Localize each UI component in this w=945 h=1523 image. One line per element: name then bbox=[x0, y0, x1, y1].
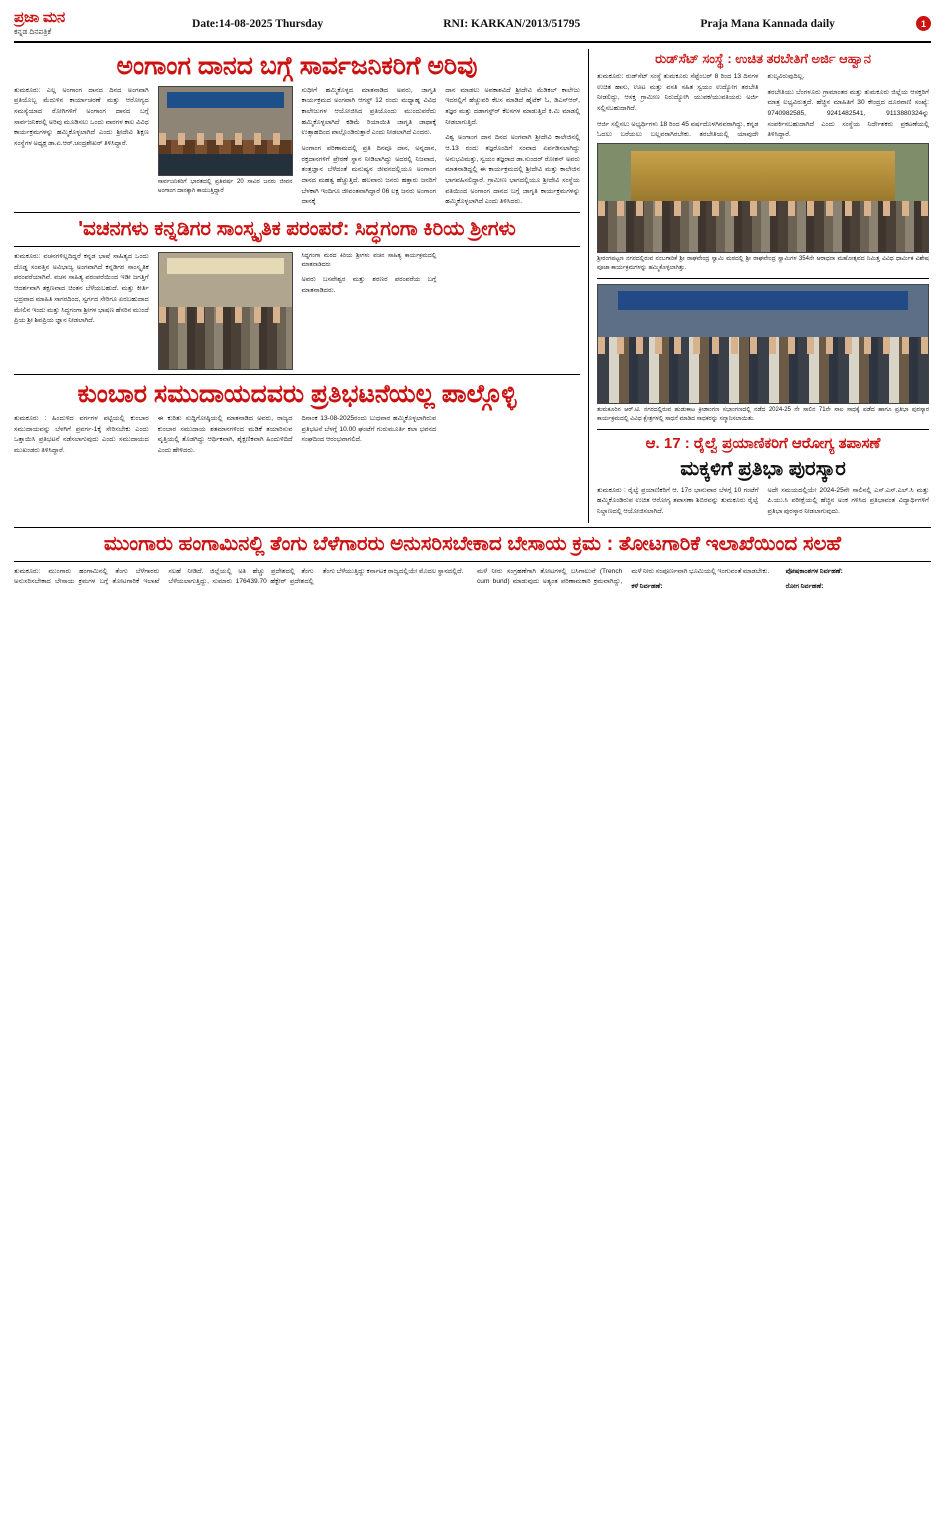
logo-subtitle: ಕನ್ನಡ ದಿನಪತ್ರಿಕೆ bbox=[14, 27, 52, 36]
paragraph: ತುಮಕೂರು: ಎಲ್ಲ ಅಂಗಾಂಗ ದಾನದ ದಿನದ ಅಂಗವಾಗಿ ಪ್ರತಿಯೊಬ್ಬ ಮೆದುಳಿನ ಕಾರ್ಯಾಚರಣೆ ಮತ್ತು ಆರೋಗ್ಯದ ಸಮಸ್ಯೆಯಾದ ರೋಗಿಗಳಿಗೆ ಅಂಗಾಂಗ ದಾನದ ಬಗ್ಗೆ ಸಾರ್ವಜನಿಕರಲ್ಲಿ ಅರಿವು ಮೂಡಿಸಲು ಒಂದು ವಾರಗಳ ಕಾಲ ವಿವಿಧ ಕಾರ್ಯಕ್ರಮಗಳನ್ನು ಹಮ್ಮಿಕೊಳ್ಳಲಾಗಿದೆ ಎಂದು ಶ್ರೀದೇವಿ ಶಿಕ್ಷಣ ಸಂಸ್ಥೆಗಳ ಅಧ್ಯಕ್ಷ ಡಾ.ಏ.ಆರ್.ಚಂದ್ರಶೇಖರ್ ತಿಳಿಸಿದ್ದಾರೆ. bbox=[14, 86, 149, 148]
article-kumbara bbox=[14, 380, 580, 456]
divider bbox=[14, 561, 931, 562]
masthead bbox=[14, 10, 931, 43]
masthead-right bbox=[895, 16, 931, 31]
article-columns bbox=[14, 414, 580, 457]
divider bbox=[14, 212, 580, 213]
divider bbox=[14, 374, 580, 375]
article-photo bbox=[597, 284, 929, 404]
divider bbox=[14, 527, 931, 528]
divider bbox=[14, 246, 580, 247]
photo-caption: ಶ್ರೀರಂಗಪಟ್ಟಣ ನಗರದಲ್ಲಿರುವ ನಂಬಗಾರಿಕೆ ಶ್ರೀ ರಾಘವೇಂದ್ರ ಸ್ವಾಮಿ ಮಠದಲ್ಲಿ ಶ್ರೀ ರಾಘವೇಂದ್ರ ಸ್ವಾಮಿಗಳ 354ನೇ ಆರಾಧನಾ ಮಹೋತ್ಸವದ ನಿಮಿತ್ತ ವಿವಿಧ ಧಾರ್ಮಿಕ ವಿಶೇಷ ಪೂಜಾ ಕಾರ್ಯಕ್ರಮಗಳನ್ನು ಹಮ್ಮಿಕೊಳ್ಳಲಾಗಿತ್ತು. bbox=[597, 256, 929, 272]
subheading: ಕಳೆ ನಿರ್ವಹಣೆ: bbox=[631, 583, 663, 591]
paragraph: ದಾನ ಮಾಡಲು ಅವಕಾಶವಿದೆ ಶ್ರೀದೇವಿ ಮೆಡಿಕಲ್ ಕಾಲೇಜು ಇದರಲ್ಲಿಗೆ ಹೆಚ್ಚುವರಿ ಕೆಲಸ ಮಾಡಿದೆ ಹೈಟೆಕ್ ಓ, ಡಿಎಸ್‌ಆರ್, ತಜ್ಞರ ಮತ್ತು ದಡಾಗಸ್ಟ್‌ರ್ ಕೆಲಸಗಳ ಮಾಡುತ್ತಿದೆ ಕಿ.ಮಿ ಮಾಡಲ್ಲಿ ನೀಡಲಾಗುತ್ತಿದೆ. bbox=[445, 86, 580, 126]
logo bbox=[14, 10, 132, 37]
article-photo bbox=[158, 86, 293, 176]
publication-name: Praja Mana Kannada daily bbox=[700, 17, 835, 30]
article-photo bbox=[597, 143, 929, 253]
right-section bbox=[588, 49, 929, 523]
photo-caption: ಸಾರ್ವಜನಿಕರಿಗೆ ಭಾರತದಲ್ಲಿ ಪ್ರತಿವರ್ಷ 20 ಸಾವಿರ ಜನರು ಜೀವನ ಅಂಗಾಂಗ ದಾನಕ್ಕಾಗಿ ಕಾಯುತ್ತಿದ್ದಾರೆ bbox=[157, 178, 293, 194]
rni-number: RNI: KARKAN/2013/51795 bbox=[443, 17, 581, 30]
paragraph: ಅದೇ ಸಮಯದಲ್ಲಿಯೇ 2024-25ನೇ ಸಾಲಿನಲ್ಲಿ ಎಸ್.ಎಸ್.ಎಲ್.ಸಿ ಮತ್ತು ಪಿ.ಯು.ಸಿ ಪರೀಕ್ಷೆಯಲ್ಲಿ ಹೆಚ್ಚಿನ ಅಂಕ ಗಳಿಸಿದ ಪ್ರತಿಭಾವಂತ ವಿದ್ಯಾರ್ಥಿಗಳಿಗೆ ಪ್ರತಿಭಾ ಪುರಸ್ಕಾರ ನೀಡಲಾಗುವುದು. bbox=[767, 486, 929, 516]
article-columns bbox=[14, 567, 931, 593]
article-columns bbox=[14, 252, 580, 370]
article-kicker: ಆ. 17 : ರೈಲ್ವೆ ಪ್ರಯಾಣಿಕರಿಗೆ ಆರೋಗ್ಯ ತಪಾಸಣೆ bbox=[645, 435, 881, 453]
paragraph: ಅಂಗಾಂಗ ಪರಿಣಾಮದಲ್ಲಿ ಪ್ರತಿ ದಿನವೂ ದಾನ, ಅನ್ನದಾನ, ರಕ್ತದಾನಗಳಿಗೆ ಪ್ರೇರಣೆ ಸ್ಥಾನ ನೀಡಿಲಾಗಿದ್ದು ಅದರಲ್ಲಿ ನಿಜವಾದ, ತಂತ್ರಜ್ಞಾನ ಬೆಳೆದಂತೆ ಮನುಷ್ಯನ ಜೀವನದಲ್ಲಿಯೂ ಅಂಗಾಂಗ ದಾನದ ಮಹತ್ವ ಹೆಚ್ಚುತ್ತಿದೆ. ಹಲವಾರು ಜನರು ಹತ್ತಾರು ಜನರಿಗೆ ಬೆಳಕಾಗಿ ಇಂದಿಗೂ ಜೀವಂತವಾಗಿದ್ದಾರೆ 06 ಲಕ್ಷ ಜನರು ಅಂಗಾಂಗ ದಾನಕ್ಕೆ bbox=[301, 145, 437, 206]
divider bbox=[597, 278, 929, 279]
page-number-badge: 1 bbox=[916, 16, 931, 31]
paragraph: ತರಬೇತಿಯು ಬೆಂಗಳೂರು ಗ್ರಾಮಾಂತರ ಮತ್ತು ತುಮಕೂರು ಜಿಲ್ಲೆಯ ಆಸಕ್ತರಿಗೆ ಮಾತ್ರ ಲಭ್ಯವಿರುತ್ತದೆ. ಹೆಚ್ಚಿನ ಮಾಹಿತಿಗೆ 30 ಕೇಂದ್ರದ ದೂರವಾಣಿ ಸಂಖ್ಯೆ: 9740982585, 9241482541, 9113880324ನ್ನು ಸಂಪರ್ಕಿಸಬಹುದಾಗಿದೆ ಎಂದು ಸಂಸ್ಥೆಯ ನಿರ್ದೇಶಕರು ಪ್ರಕಟಣೆಯಲ್ಲಿ ತಿಳಿಸಿದ್ದಾರೆ. bbox=[767, 88, 929, 139]
subheading: ರೋಗ ನಿರ್ವಹಣೆ: bbox=[785, 583, 824, 591]
article-columns bbox=[597, 486, 929, 523]
article-headline: ಮಕ್ಕಳಿಗೆ ಪ್ರತಿಭಾ ಪುರಸ್ಕಾರ bbox=[680, 457, 846, 480]
divider bbox=[597, 429, 929, 430]
article-headline: 'ವಚನಗಳು ಕನ್ನಡಿಗರ ಸಾಂಸ್ಕೃತಿಕ ಪರಂಪರೆ: ಸಿದ್ಧಗಂಗಾ ಕಿರಿಯ ಶ್ರೀಗಳು bbox=[78, 218, 516, 241]
paragraph: ತುಮಕೂರು: ರುಡ್‌ಸೆಟ್ ಸಂಸ್ಥೆ ತುಮಕೂರು ಸೆಪ್ಟೆಂಬರ್ 8 ರಿಂದ 13 ದಿನಗಳ ಉಚಿತ ಹಾಸು, ಊಟ ಮತ್ತು ವಸತಿ ಸಹಿತ ಸ್ವಯಂ ಉದ್ಯೋಗ ತರಬೇತಿ ನೀಡಲಿದ್ದು, ಆಸಕ್ತ ಗ್ರಾಮೀಣ ನಿರುದ್ಯೋಗಿ ಯುವಕ/ಯುವತಿಯರು ಅರ್ಜಿ ಸಲ್ಲಿಸಬಹುದಾಗಿದೆ. bbox=[597, 72, 759, 112]
article-rudset bbox=[597, 52, 929, 273]
article-vachana bbox=[14, 218, 580, 370]
paragraph: ಅವರು ಬಸವೇಶ್ವರ ಮತ್ತು ಶರಣರ ಪರಂಪರೆಯ ಬಗ್ಗೆ ಮಾತನಾಡಿದರು. bbox=[301, 276, 437, 294]
article-headline: ಅಂಗಾಂಗ ದಾನದ ಬಗ್ಗೆ ಸಾರ್ವಜನಿಕರಿಗೆ ಅರಿವು bbox=[116, 52, 478, 80]
photo-caption: ಸಿದ್ಧಗಂಗಾ ಮಠದ ಕಿರಿಯ ಶ್ರೀಗಳು ವಚನ ಸಾಹಿತ್ಯ ಕಾರ್ಯಕ್ರಮದಲ್ಲಿ ಮಾತನಾಡಿದರು bbox=[301, 253, 437, 269]
logo-title: ಪ್ರಜಾ ಮನ bbox=[14, 9, 65, 26]
paragraph: ಆರ್ಜಿ ಸಲ್ಲಿಸಲು ಅಭ್ಯರ್ಥಿಗಳು 18 ರಿಂದ 45 ವರ್ಷದೊಳಗಿನವರಾಗಿದ್ದು, ಕನ್ನಡ ಓದಲು ಬರೆಯಲು ಬಲ್ಲವರಾಗಿರಬೇಕು. ತರಬೇತಿಯಲ್ಲಿ ಯಾವುದೇ ಶುಲ್ಕವಿರುವುದಿಲ್ಲ. bbox=[597, 72, 805, 139]
masthead-info bbox=[132, 18, 895, 30]
article-columns bbox=[14, 86, 580, 208]
photo-caption: ತುಮಕೂರಿನ ಆರ್.ಟಿ. ನಗರದಲ್ಲಿರುವ ಹುಡುಕಾಟ ಕ್ರೀಡಾಂಗಣ ಸಭಾಂಗಣದಲ್ಲಿ ನಡೆದ 2024-25 ನೇ ಸಾಲಿನ 71ನೇ ಸಾಲ ಸಾಧಕ್ಕೆ ಪಡೆದ ಹಾಗೂ ಪ್ರತಿಭಾ ಪುರಸ್ಕಾರ ಕಾರ್ಯಕ್ರಮದಲ್ಲಿ ವಿವಿಧ ಕ್ಷೇತ್ರಗಳಲ್ಲಿ ಸಾಧನೆ ಮಾಡಿದ ಸಾಧಕರನ್ನು ಸನ್ಮಾನಿಸಲಾಯಿತು. bbox=[597, 407, 929, 423]
paragraph: ವಿಶ್ವ ಅಂಗಾಂಗ ದಾನ ದಿನದ ಅಂಗವಾಗಿ ಶ್ರೀದೇವಿ ಕಾಲೇಜಿನಲ್ಲಿ ಆ.13 ರಂದು ತಜ್ಞರೊಂದಿಗೆ ಸಂವಾದ ಏರ್ಪಡಿಸಲಾಗಿದ್ದು ಅನುಭವಿಮತ್ತು, ಸ್ವಯಂ ತಜ್ಞರಾದ ಡಾ.ಸುಂದರ್ ರೋಶನ್ ಅವರು ಮಾತನಾಡಿದ್ದಲ್ಲಿ ಈ ಕಾರ್ಯಕ್ರಮದಲ್ಲಿ ಶ್ರೀದೇವಿ ಮತ್ತು ಕಾಲೇಜಿನ ಭಾಗವಹಿಸಲಿದ್ದಾರೆ. ಗ್ರಾಮೀಣ ಭಾಗದಲ್ಲಿಯೂ ಶ್ರೀದೇವಿ ಸಂಸ್ಥೆಯ ವತಿಯಿಂದ ಅಂಗಾಂಗ ದಾನದ ಬಗ್ಗೆ ಜಾಗೃತಿ ಕಾರ್ಯಕ್ರಮಗಳನ್ನು ಹಮ್ಮಿಕೊಳ್ಳಲಾಗಿದೆ ಎಂದು ತಿಳಿಸಿದರು. bbox=[445, 134, 580, 206]
article-railway bbox=[597, 435, 929, 522]
article-headline: ರುಡ್‌ಸೆಟ್ ಸಂಸ್ಥೆ : ಉಚಿತ ತರಬೇತಿಗೆ ಅರ್ಜಿ ಆಹ್ವಾನ bbox=[655, 51, 871, 66]
article-headline: ಕುಂಬಾರ ಸಮುದಾಯದವರು ಪ್ರತಿಭಟನೆಯಲ್ಲ ಪಾಲ್ಗೊಳ್ಳಿ bbox=[77, 380, 517, 409]
article-coconut bbox=[14, 533, 931, 593]
article-organ-donation bbox=[14, 52, 580, 208]
paragraph: ತುಮಕೂರು : ಹಿಂದುಳಿದ ವರ್ಗಗಳ ಪಟ್ಟಿಯಲ್ಲಿ ಕುಂಬಾರ ಸಮುದಾಯವನ್ನು ಬೆಳಗಿಗೆ ಪ್ರವರ್ಗ-1ಕ್ಕೆ ಸೇರಿಸಬೇಕು ಎಂದು ಒತ್ತಾಯಿಸಿ ಪ್ರತಿಭಟನೆ ನಡೆಸಲಾಗುವುದು ಎಂದು ಸಮುದಾಯದ ಮುಖಂಡರು ತಿಳಿಸಿದ್ದಾರೆ. bbox=[14, 414, 149, 454]
article-headline: ಮುಂಗಾರು ಹಂಗಾಮಿನಲ್ಲಿ ತೆಂಗು ಬೆಳೆಗಾರರು ಅನುಸರಿಸಬೇಕಾದ ಬೇಸಾಯ ಕ್ರಮ : ತೋಟಗಾರಿಕೆ ಇಲಾಖೆಯಿಂದ ಸಲಹೆ bbox=[103, 532, 842, 555]
left-section bbox=[14, 49, 580, 523]
publication-date: Date:14-08-2025 Thursday bbox=[192, 17, 324, 30]
paragraph: ಈ ಕುರಿತು ಸುದ್ದಿಗೋಷ್ಠಿಯಲ್ಲಿ ಮಾತನಾಡಿದ ಅವರು, ರಾಜ್ಯದ ಕುಂಬಾರ ಸಮುದಾಯ ಶತಮಾನಗಳಿಂದ ಮಡಿಕೆ ತಯಾರಿಸುವ ವೃತ್ತಿಯಲ್ಲಿ ತೊಡಗಿದ್ದು ಆರ್ಥಿಕವಾಗಿ, ಶೈಕ್ಷಣಿಕವಾಗಿ ಹಿಂದುಳಿದಿದೆ ಎಂದು ಹೇಳಿದರು. bbox=[157, 414, 293, 454]
paragraph: ತುಮಕೂರು: ಮುಂಗಾರು ಹಂಗಾಮಿನಲ್ಲಿ ತೆಂಗು ಬೆಳೆಗಾರರು ಅನುಸರಿಸಬೇಕಾದ ಬೇಸಾಯ ಕ್ರಮಗಳ ಬಗ್ಗೆ ತೋಟಗಾರಿಕೆ ಇಲಾಖೆ ಸಲಹೆ ನೀಡಿದೆ. ಜಿಲ್ಲೆಯಲ್ಲಿ ಅತಿ ಹೆಚ್ಚು ಪ್ರದೇಶದಲ್ಲಿ ತೆಂಗು ಬೆಳೆಯಲಾಗುತ್ತಿದ್ದು, ಸುಮಾರು 176439.70 ಹೆಕ್ಟೇರ್ ಪ್ರದೇಶದಲ್ಲಿ ತೆಂಗು ಬೆಳೆಯುತ್ತಿದ್ದು ಕರ್ನಾಟಕ ರಾಜ್ಯದಲ್ಲಿಯೇ ಮೊದಲ ಸ್ಥಾನದಲ್ಲಿದೆ. bbox=[14, 567, 464, 586]
article-columns bbox=[597, 72, 929, 144]
paragraph: ತುಮಕೂರು: ವಚನಗಳಿಲ್ಲದಿದ್ದರೆ ಕನ್ನಡ ಭಾಷೆ ಸಾಹಿತ್ಯದ ಒಂದು ದೊಡ್ಡ ಸಂಪತ್ತಿನ ಅವಿಭಾಜ್ಯ ಅಂಗವಾಗಿದೆ ಕನ್ನಡಿಗರ ಸಾಂಸ್ಕೃತಿಕ ಪರಂಪರೆಯಾಗಿವೆ. ವಚನ ಸಾಹಿತ್ಯ ಪರಂಪರೆಯಿಂದ ಇಡೀ ಜಗತ್ತಿಗೆ ಆದರ್ಶವಾಗಿ ತಕ್ಷಣವಾದ ಚಿಂತನ ಬೆಳೆಯಬಹುದೆ. ಮತ್ತು ಕೀರ್ತಿ ಭದ್ರವಾದ ಮಾಹಿತಿ ಸಾಗರದಿಂದ, ಸ್ವರ್ಗದ ಸೇರಿಗೂ ಏರಬಹುದಾದ ಮೇಲಿನ ಇಂದು ಮತ್ತು ಸಿದ್ಧಗಂಗಾ ಶ್ರೀಗಳ ಭಾಷಣ ಹೆಸರಿನ ಮುಂದೆ ಪ್ರಿಯ ಶ್ರೀ ಶಿವಪ್ರಿಯ ಜ್ಞಾನ ನೀಡಲಾಗಿದೆ. bbox=[14, 253, 149, 325]
paragraph: ದಿನಾಂಕ 13-08-2025ರಂದು ಬುಧವಾರ ಹಮ್ಮಿಕೊಳ್ಳಲಾಗಿರುವ ಪ್ರತಿಭಟನೆ ಬೆಳಗ್ಗೆ 10.00 ಘಂಟೆಗೆ ಗುರುಮೂರ್ತಿ ಕಲಾ ಭವನದ ಸಂಘದಿಂದ ಆರಂಭವಾಗಲಿದೆ. bbox=[301, 414, 437, 444]
paragraph: ತುಮಕೂರು : ರೈಲ್ವೆ ಪ್ರಯಾಣಿಕರಿಗೆ ಆ. 17ರ ಭಾನುವಾರ ಬೆಳಗ್ಗೆ 10 ಗಂಟೆಗೆ ಹಮ್ಮಿಕೊಂಡಿರುವ ಉಚಿತ ಆರೋಗ್ಯ ತಪಾಸಣಾ ಶಿಬಿರವನ್ನು ತುಮಕೂರು ರೈಲ್ವೆ ನಿಲ್ದಾಣದಲ್ಲಿ ಆಯೋಜಿಸಲಾಗಿದೆ. bbox=[597, 486, 759, 516]
paragraph: ಸುಧೀಗೆ ಹಮ್ಮಿಕೊಳ್ಳದ ಮಾತನಾಡಿದ ಅವರು, ಜಾಗೃತಿ ಕಾರ್ಯಕ್ರಮದ ಅಂಗವಾಗಿ ಆಗಸ್ಟ್ 12 ರಂದು ಮಧ್ಯಾಹ್ನ ವಿವಿಧ ಕಾಲೇಜುಗಳ ಆಯೋಜಿಸಿದ ಪ್ರತಿಯೊಂದು ಮುಂದುವರೆದು ಹಮ್ಮಿಕೊಳ್ಳಲಾಗಿದೆ ಕಡಿಮೆ ರಿಯಾಯಿತಿ ಜಾಗೃತಿ ಜಾಥಾಕ್ಕೆ ಉತ್ಸಾಹದಿಂದ ಪಾಲ್ಗೊಂಡಿರುತ್ತಾರೆ ಎಂದು ನೀಡಲಾಗಿದೆ ಎಂದರು. bbox=[301, 86, 437, 137]
article-photo bbox=[158, 252, 293, 370]
article-felicitation bbox=[597, 284, 929, 424]
subheading: ಪೋಷಕಾಂಶಗಳ ನಿರ್ವಹಣೆ: bbox=[785, 567, 843, 575]
paragraph: ಮಳೆ ನೀರು ಸಂಗ್ರಹಣೆಗಾಗಿ ತೋಟಗಳಲ್ಲಿ ಬಸಿಗಾಲುವೆ (Trench cum bund) ಮಾಡುವುದು ಅತ್ಯಂತ ಪರಿಣಾಮಕಾರಿ ಕ್ರಮವಾಗಿದ್ದು, ಮಳೆ ನೀರು ಸಂಪೂರ್ಣವಾಗಿ ಭೂಮಿಯಲ್ಲಿ ಇಂಗುವಂತೆ ಮಾಡಬೇಕು. bbox=[476, 567, 770, 586]
page-body bbox=[14, 49, 931, 523]
